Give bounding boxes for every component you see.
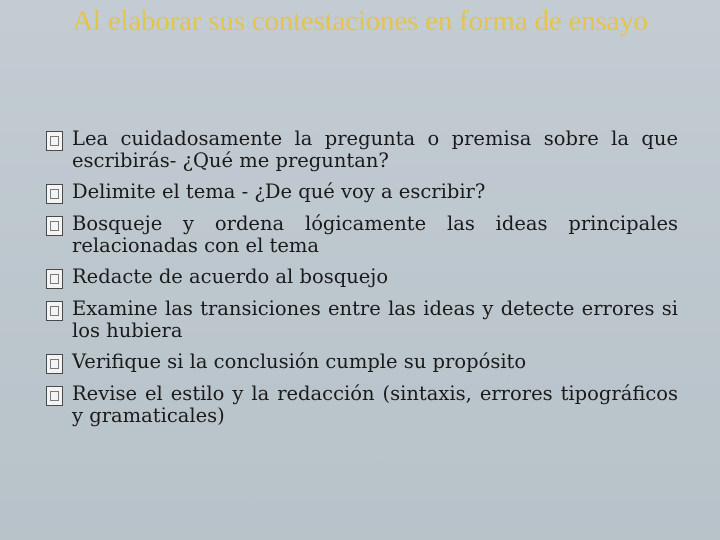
square-bullet-icon <box>46 216 63 236</box>
bullet-item <box>46 266 678 289</box>
bullet-text: Revise el estilo y la redacción (sintaxis, errores tipográficos y gramaticales) <box>72 382 678 427</box>
bullet-text: Examine las transiciones entre las ideas y detecte errores si los hubiera <box>72 297 678 342</box>
bullet-text: Delimite el tema - ¿De qué voy a escribir? <box>72 180 486 203</box>
slide-title: Al elaborar sus contestaciones en forma de ensayo <box>72 5 648 37</box>
bullet-text: Bosqueje y ordena lógicamente las ideas principales relacionadas con el tema <box>72 212 678 257</box>
square-bullet-icon <box>46 131 63 151</box>
bullet-item <box>46 298 678 342</box>
square-bullet-icon <box>46 184 63 204</box>
bullet-text: Verifique si la conclusión cumple su propósito <box>72 350 527 373</box>
bullet-text: Lea cuidadosamente la pregunta o premisa sobre la que escribirás- ¿Qué me preguntan? <box>72 127 678 172</box>
bullet-item <box>46 213 678 257</box>
square-bullet-icon <box>46 386 63 406</box>
bullet-item <box>46 351 678 374</box>
bullet-text: Redacte de acuerdo al bosquejo <box>72 265 389 288</box>
bullet-item <box>46 383 678 427</box>
bullet-item <box>46 181 678 204</box>
square-bullet-icon <box>46 354 63 374</box>
square-bullet-icon <box>46 301 63 321</box>
square-bullet-icon <box>46 269 63 289</box>
bullet-item <box>46 128 678 172</box>
bullet-list <box>46 128 678 436</box>
